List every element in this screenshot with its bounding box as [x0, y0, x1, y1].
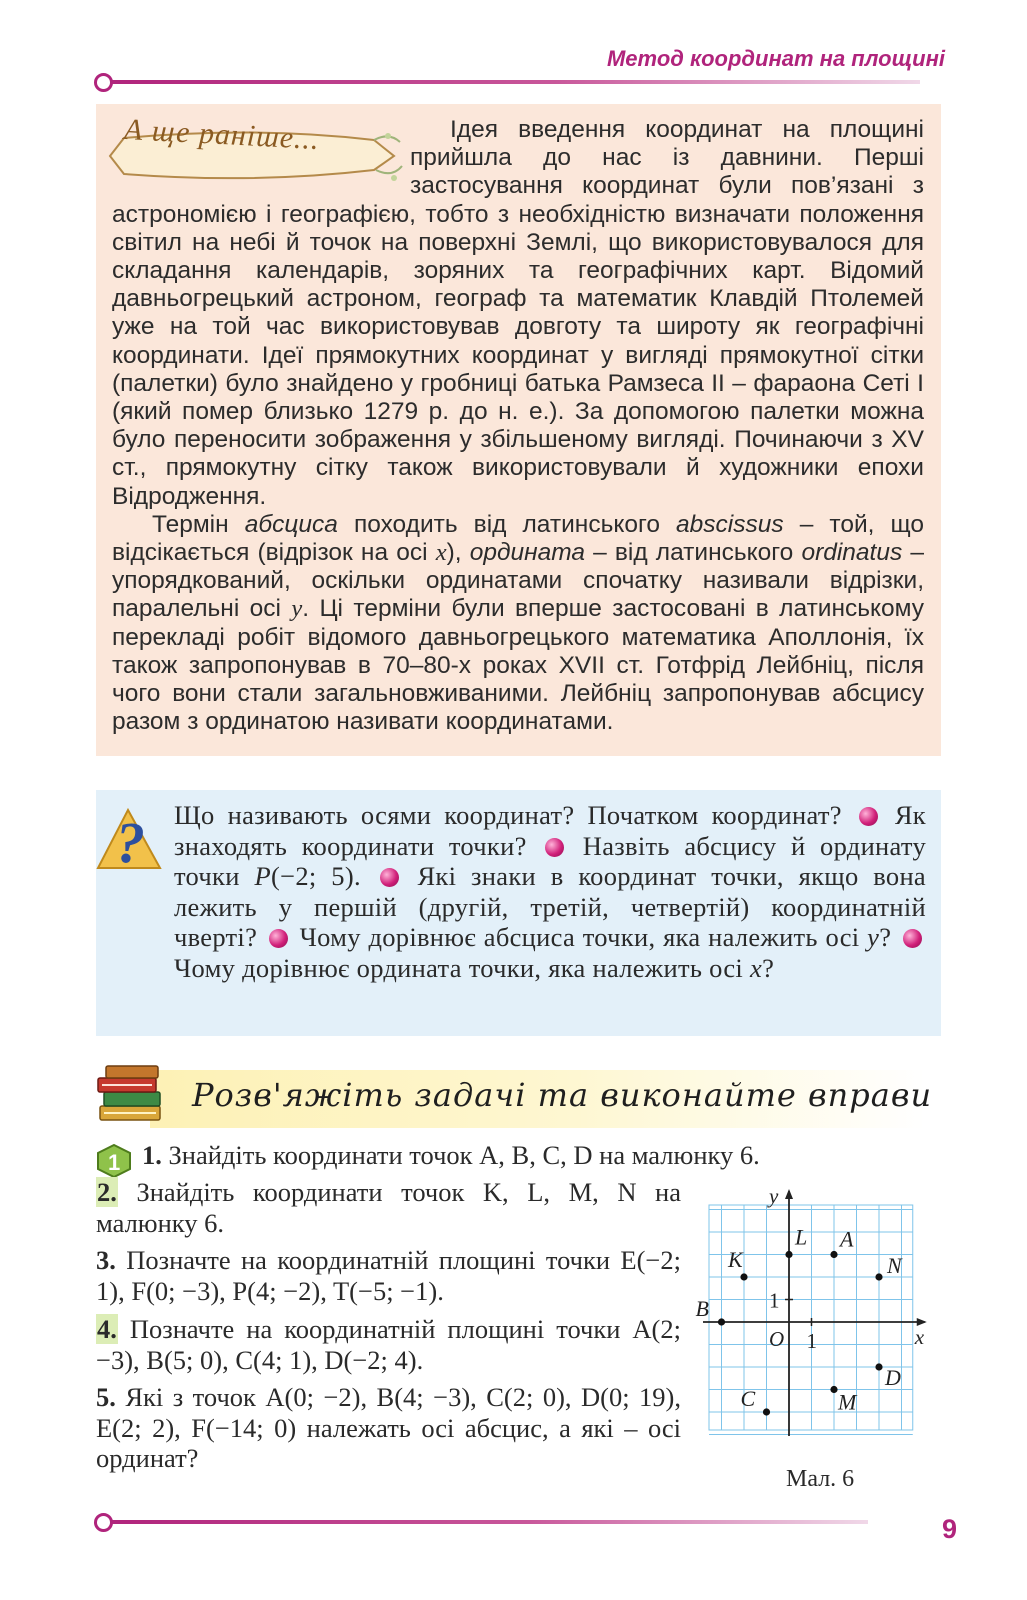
questions-text: Що називають осями координат? Початком координат? Як знаходять координати точки? Назвіть абсцису й ординату точки P(−2; 5). Які знаки в координат точки, якщо вона лежить у першій (другій, третій, четвертій) координатній чверті? Чому дорівнює абсциса точки, яка належить осі y? Чому дорівнює ордината точки, яка належить осі x?	[174, 800, 926, 983]
point-label-C: C	[740, 1386, 756, 1411]
bullet-icon	[269, 929, 288, 948]
origin-label: O	[769, 1327, 785, 1351]
x-axis-label: x	[914, 1325, 925, 1349]
point-B	[718, 1318, 725, 1325]
x-tick-label: 1	[806, 1329, 817, 1353]
history-text	[112, 116, 924, 736]
point-D	[875, 1363, 882, 1370]
figure-points	[696, 1225, 904, 1416]
point-label-K: K	[728, 1247, 743, 1272]
svg-text:?: ?	[116, 810, 145, 875]
y-axis-arrow	[785, 1189, 793, 1199]
page-header-title: Метод координат на площині	[606, 46, 945, 71]
books-icon	[96, 1060, 166, 1130]
page-number: 9	[941, 1514, 957, 1544]
ribbon-label: А ще раніше...	[123, 112, 321, 157]
point-M	[830, 1386, 837, 1393]
point-label-D: D	[885, 1365, 901, 1390]
history-box	[96, 104, 941, 756]
figure-axes	[703, 1184, 927, 1436]
exercise-4: 4. Позначте на координатній площині точки A(2; −3), B(5; 0), C(4; 1), D(−2; 4).	[96, 1314, 681, 1375]
header-rule-dot	[94, 73, 113, 92]
point-N	[875, 1273, 882, 1280]
bullet-icon	[380, 868, 399, 887]
point-label-M: M	[838, 1389, 857, 1415]
y-axis-label: y	[769, 1184, 779, 1208]
question-mark-icon	[98, 806, 162, 876]
history-paragraph-1: Ідея введення координат на площині прийшла до нас із давнини. Перші застосування координат були пов’язані з астрономією і географією, тобто з необхідністю визначати положення світил на небі й точок на поверхні Землі, що використовувалося для складання календарів, зоряних та географічних карт. Відомий давньогрецький астроном, географ та математик Клавдій Птолемей уже на той час використовував довготу та широту як географічні координати. Ідеї прямокутних координат у вигляді прямокутної сітки (палетки) було знайдено у гробниці батька Рамзеса II – фараона Сеті I (який помер близько 1279 р. до н. е.). За допомогою палетки можна було переносити зображення у збільшеному вигляді. Починаючи з XV ст., прямокутну сітку також використовували й художники епохи Відродження.	[112, 116, 924, 510]
bullet-icon	[859, 807, 878, 826]
figure-caption: Мал. 6	[786, 1466, 855, 1492]
coordinate-figure	[695, 1184, 935, 1440]
bullet-icon	[903, 929, 922, 948]
point-label-N: N	[887, 1253, 902, 1278]
point-label-A: A	[840, 1226, 854, 1252]
history-paragraph-2: Термін абсциса походить від латинського abscissus – той, що відсікається (відрізок на осі x), ордината – від латинського ordinatus – упорядкований, оскільки ординатами спочатку називали відрізки, паралельні осі y. Ці терміни були вперше застосовані в латинському перекладі робіт відомого давньогрецького математика Аполлонія, їх також запропонував в 70–80-х роках XVII ст. Готфрід Лейбніц, після чого вони стали загальновживаними. Лейбніц запропонував абсцису разом з ординатою називати координатами.	[112, 510, 925, 736]
exercise-1: 1. Знайдіть координати точок A, B, C, D на малюнку 6.	[142, 1140, 760, 1170]
level-badge	[96, 1143, 132, 1179]
point-label-B: B	[695, 1296, 709, 1321]
exercise-2: 2. Знайдіть координати точок K, L, M, N на малюнку 6.	[96, 1177, 681, 1238]
header-rule	[108, 80, 920, 84]
bullet-icon	[545, 838, 564, 857]
footer-rule	[108, 1520, 868, 1524]
section-title: Розв'яжіть задачі та виконайте вправи	[192, 1076, 933, 1114]
footer-rule-dot	[94, 1513, 113, 1532]
exercise-3: 3. Позначте на координатній площині точки E(−2; 1), F(0; −3), P(4; −2), T(−5; −1).	[96, 1245, 681, 1306]
point-C	[763, 1408, 770, 1415]
svg-text:1: 1	[108, 1150, 121, 1175]
point-L	[785, 1251, 792, 1258]
point-label-L: L	[795, 1224, 808, 1250]
y-tick-label: 1	[769, 1288, 780, 1313]
questions-box	[96, 790, 941, 1036]
point-A	[830, 1251, 837, 1258]
point-K	[740, 1273, 747, 1280]
exercise-5: 5. Які з точок A(0; −2), B(4; −3), C(2; 0), D(0; 19), E(2; 2), F(−14; 0) належать осі абсцис, а які – осі ординат?	[96, 1382, 682, 1474]
